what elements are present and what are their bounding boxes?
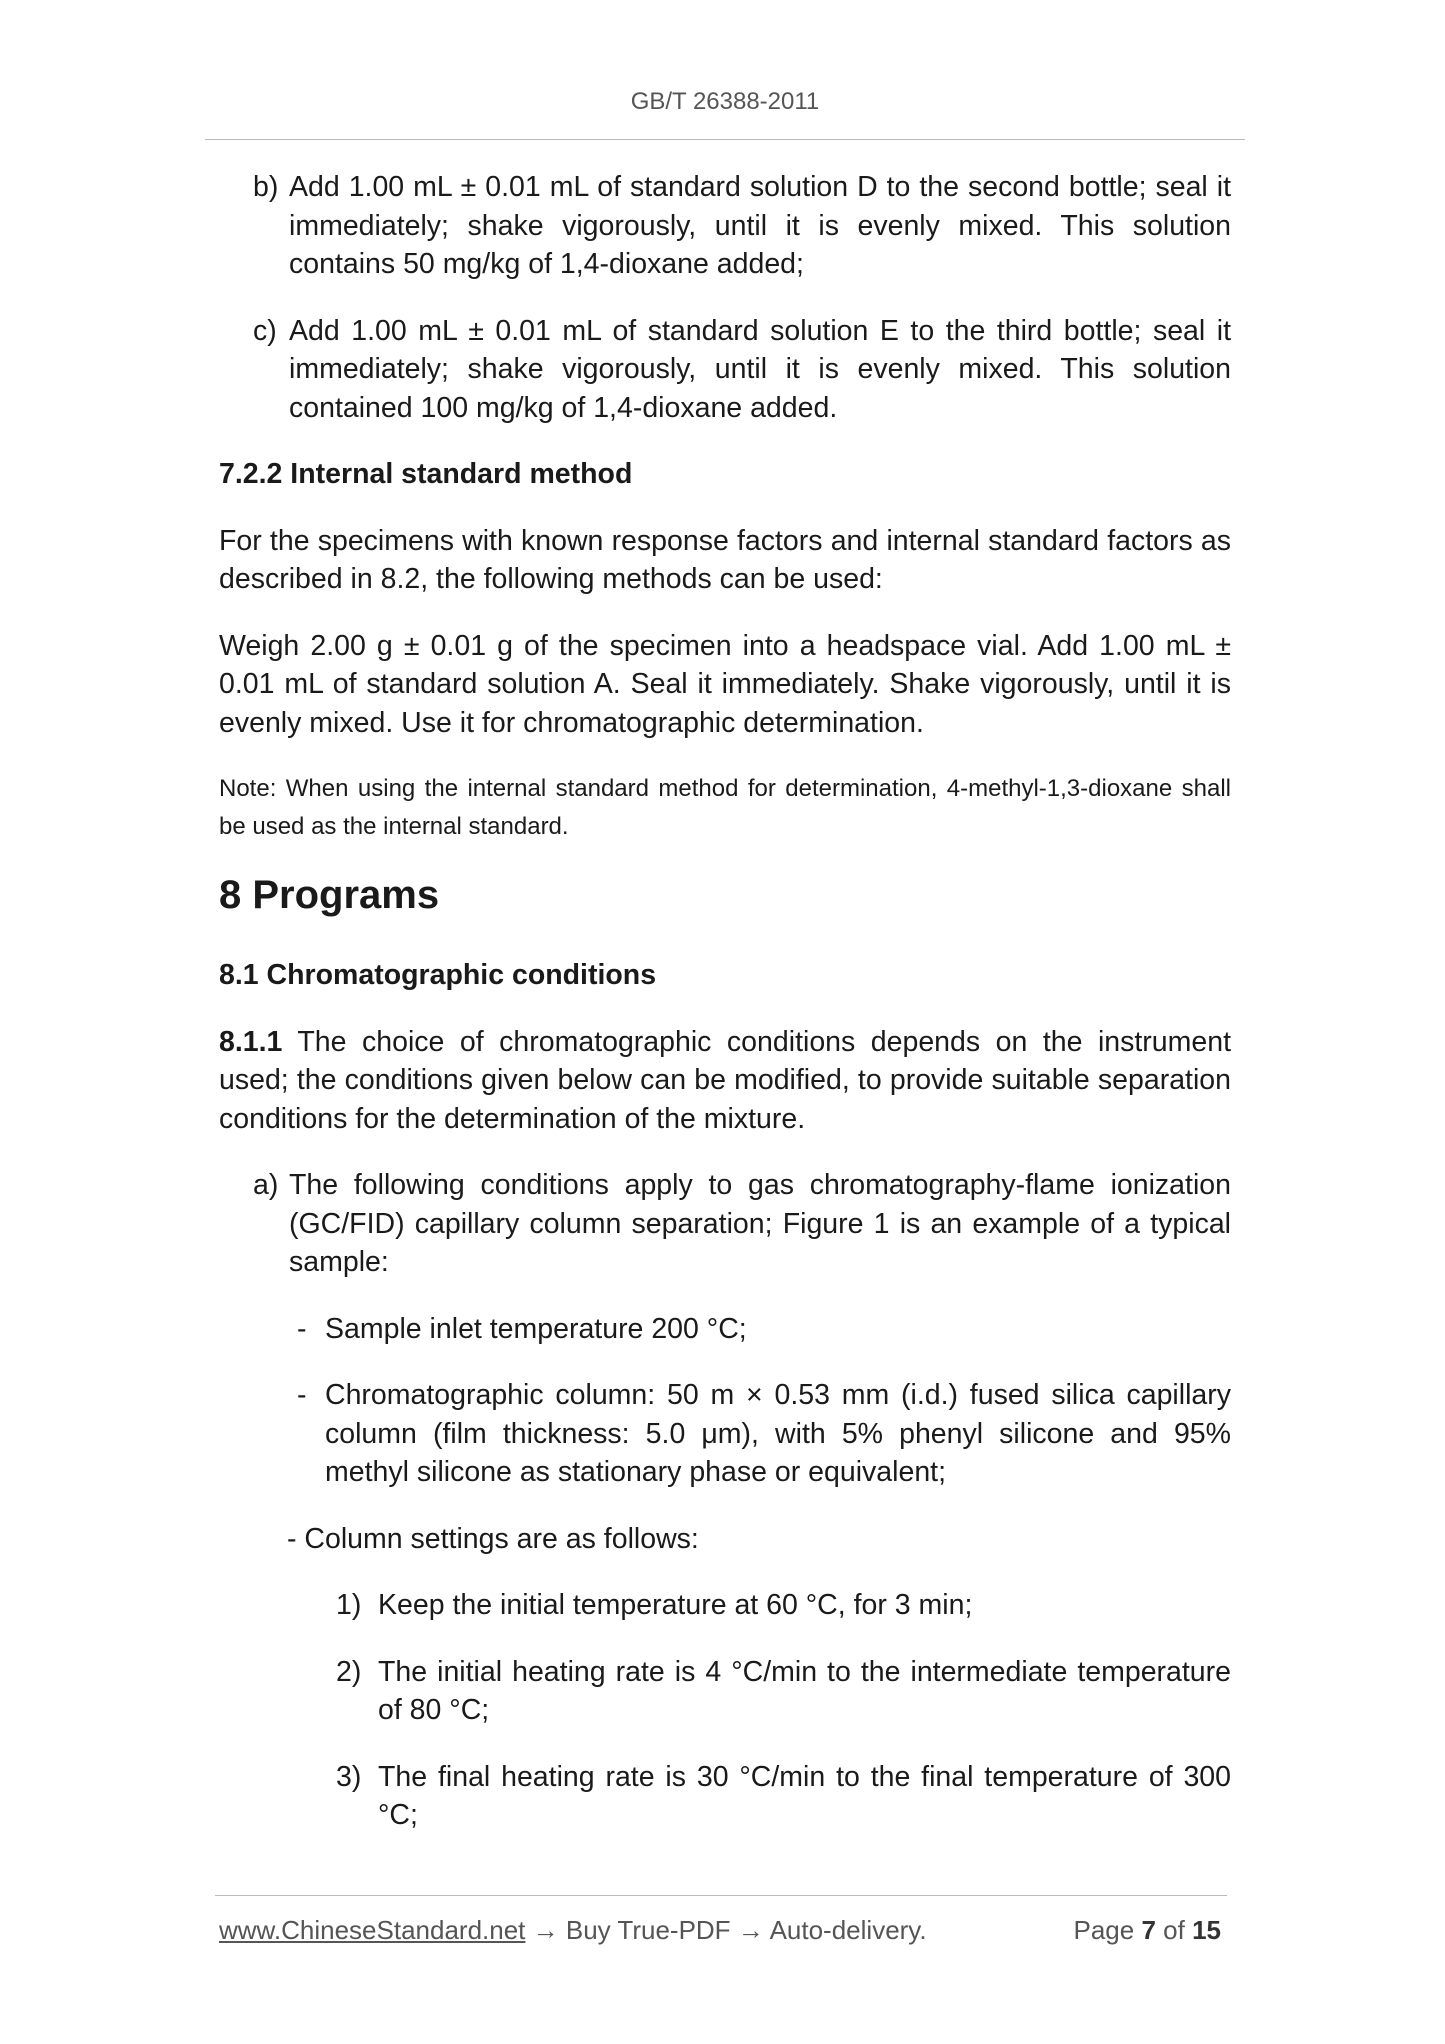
page-number: 7 [1141, 1915, 1156, 1945]
step-item-2 [219, 1653, 1231, 1730]
paragraph: For the specimens with known response factors and internal standard factors as described in 8.2, the following methods can be used: [219, 524, 1231, 595]
list-marker: c) [253, 314, 277, 347]
website-link[interactable]: www.ChineseStandard.net [219, 1915, 526, 1945]
list-marker: - [297, 1379, 307, 1411]
step-item-3 [219, 1758, 1231, 1835]
section-heading-8: 8 Programs [219, 873, 440, 917]
section-heading-7-2-2: 7.2.2 Internal standard method [219, 458, 633, 490]
dash-item-settings: - Column settings are as follows: [287, 1522, 699, 1555]
list-item-text: Add 1.00 mL ± 0.01 mL of standard solution E to the third bottle; seal it immediately; shake vigorously, until it is evenly mixed. This solution contained 100 mg/kg of 1,4-dioxane added. [289, 314, 1231, 424]
footer-divider [215, 1895, 1227, 1896]
note: Note: When using the internal standard method for determination, 4-methyl-1,3-dioxane shall be used as the internal standard. [219, 775, 1231, 840]
clause-number: 8.1.1 [219, 1025, 283, 1058]
list-item-text: The following conditions apply to gas chromatography-flame ionization (GC/FID) capillary column separation; Figure 1 is an example of a typical sample: [289, 1169, 1231, 1278]
list-marker: b) [253, 171, 279, 203]
list-item-c [219, 312, 1231, 428]
step-item-1 [219, 1586, 1231, 1625]
document-body [219, 168, 1231, 1863]
list-item-text: Chromatographic column: 50 m × 0.53 mm (i.d.) fused silica capillary column (film thickness: 5.0 μm), with 5% phenyl silicone and 95% methyl silicone as stationary phase or equivalent; [325, 1379, 1231, 1488]
of-label: of [1163, 1915, 1185, 1945]
list-marker: a) [253, 1169, 279, 1201]
footer-tagline: → Buy True-PDF → Auto-delivery. [525, 1915, 927, 1945]
page-total: 15 [1192, 1915, 1221, 1945]
page-label: Page [1073, 1915, 1135, 1945]
section-heading-8-1: 8.1 Chromatographic conditions [219, 959, 657, 991]
list-marker: 1) [336, 1589, 362, 1621]
list-item-b [219, 168, 1231, 284]
clause-text: The choice of chromatographic conditions depends on the instrument used; the conditions given below can be modified, to provide suitable separation conditions for the determination of the mixture. [219, 1025, 1231, 1135]
list-marker: 3) [336, 1760, 362, 1793]
list-item-text: The final heating rate is 30 °C/min to the final temperature of 300 °C; [378, 1760, 1231, 1831]
dash-item-column [219, 1376, 1231, 1492]
list-marker: - [297, 1312, 307, 1345]
list-item-text: Sample inlet temperature 200 °C; [325, 1312, 747, 1345]
page-footer [219, 1915, 1231, 1946]
running-header: GB/T 26388-2011 [630, 88, 820, 115]
header-divider [205, 139, 1245, 140]
list-item-text: The initial heating rate is 4 °C/min to the intermediate temperature of 80 °C; [378, 1655, 1231, 1726]
page-indicator [1073, 1915, 1221, 1946]
paragraph-8-1-1 [219, 1023, 1231, 1139]
paragraph: Weigh 2.00 g ± 0.01 g of the specimen into a headspace vial. Add 1.00 mL ± 0.01 mL of standard solution A. Seal it immediately. Shake vigorously, until it is evenly mixed. Use it for chromatographic determination. [219, 629, 1231, 739]
list-marker: 2) [336, 1655, 362, 1688]
dash-item-inlet [219, 1310, 1231, 1349]
list-item-text: Keep the initial temperature at 60 °C, for 3 min; [378, 1589, 973, 1621]
list-item-a [219, 1166, 1231, 1282]
list-item-text: Add 1.00 mL ± 0.01 mL of standard solution D to the second bottle; seal it immediately; shake vigorously, until it is evenly mixed. This solution contains 50 mg/kg of 1,4-dioxane added; [289, 171, 1231, 280]
